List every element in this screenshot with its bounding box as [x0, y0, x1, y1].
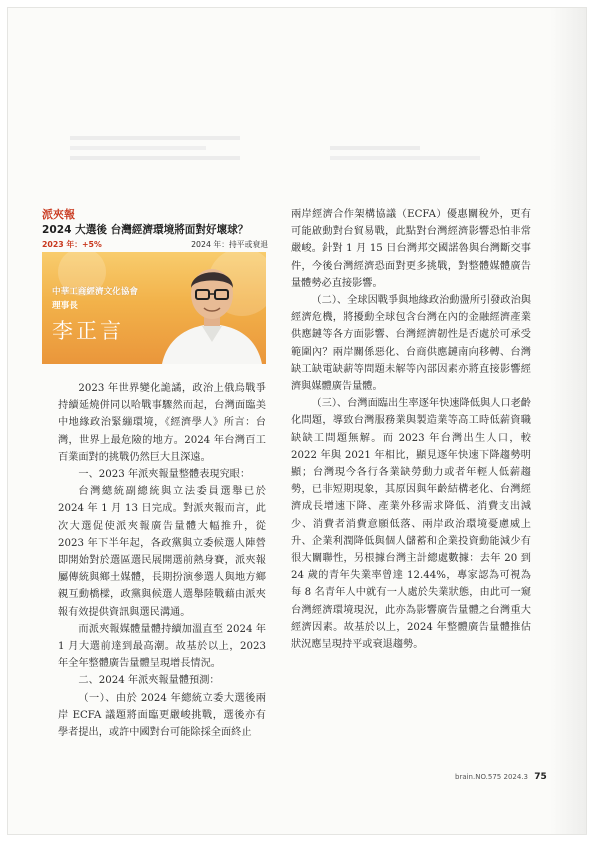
paragraph: （一）、由於 2024 年總統立委大選後兩岸 ECFA 議題將面臨更嚴峻挑戰，選後亦有學者提出，或許中國對台可能除採全面終止 — [58, 692, 266, 739]
author-role: 理事長 — [52, 301, 78, 311]
article-right-column — [291, 206, 531, 653]
article-left-column — [58, 380, 266, 741]
forecast-2024: 2024 年：持平或衰退 — [191, 240, 268, 249]
forecast-2023: 2023 年：+5% — [42, 240, 102, 249]
paragraph: 台灣總統副總統與立法委員選舉已於 2024 年 1 月 13 日完成。對派夾報而言，此次大選促使派夾報廣告量體大幅推升，從 2023 年下半年起，各政黨與立委候選人陣營即開始對於選區選民展開選前熱身賽，派夾報屬傳統與鄉土媒體，長期扮演參選人與地方鄉親互動橋樑，政黨與候選人選舉陸戰藉由派夾報有效提供資訊與選民溝通。 — [58, 486, 266, 618]
paragraph: （二）、全球因戰爭與地緣政治動盪所引發政治與經濟危機，將擾動全球包含台灣在內的金融經濟產業供應鏈等各方面影響、台灣經濟韌性是否處於可承受範圍內？兩岸關係惡化、台商供應鏈南向移轉、台灣缺工缺電缺薪等問題未解等內部因素亦將直接影響經濟與媒體廣告量體。 — [291, 295, 531, 393]
next-page-edge — [550, 8, 586, 834]
author-name: 李正言 — [52, 319, 124, 343]
paragraph: 而派夾報媒體量體持續加溫直至 2024 年 1 月大選前達到最高潮。故基於以上，2023 年全年整體廣告量體呈現增長情況。 — [58, 623, 266, 670]
page-footer — [455, 772, 547, 782]
page-number: 75 — [534, 772, 547, 782]
issue-label: brain.NO.575 2024.3 — [455, 773, 528, 781]
section-heading: 二、2024 年派夾報量體預測： — [78, 675, 220, 687]
section-kicker: 派夾報 — [42, 208, 75, 221]
article-headline: 2024 大選後 台灣經濟環境將面對好壞球？ — [42, 224, 249, 236]
forecast-line — [42, 239, 268, 250]
author-photo-banner — [42, 252, 266, 364]
section-heading: 一、2023 年派夾報量整體表現究眼： — [78, 469, 251, 481]
paragraph: 2023 年世界變化詭譎，政治上俄烏戰爭持續延燒併同以哈戰事驟然而起，台灣面臨美中地緣政治緊繃環境，《經濟學人》所言：台灣，世界上最危險的地方。2024 年台灣百工百業面對的挑戰仍然巨大且深遠。 — [58, 383, 266, 463]
show-through-text — [70, 130, 240, 190]
author-organization: 中華工商經濟文化協會 — [52, 287, 138, 297]
show-through-text-right — [330, 140, 480, 190]
paragraph: （三）、台灣面臨出生率逐年快速降低與人口老齡化問題，導致台灣服務業與製造業等高工時低薪資職缺缺工問題無解。而 2023 年台灣出生人口，較 2022 年與 2021 年相比，顯見逐年快速下降趨勢明顯；台灣現今各行各業缺勞動力或者年輕人低薪趨勢，已非短期現象，其原因與年齡結構老化、台灣經濟成長增速下降、產業外移需求降低、消費支出減少、消費者消費意願低落、兩岸政治環境憂慮威上升、企業利潤降低與個人儲蓄和企業投資動能減少有很大關聯性，另根據台灣主計總處數據：去年 20 到 24 歲的青年失業率曾達 12.44%，專家認為可視為每 8 名青年人中就有一人處於失業狀態，由此可一窺台灣經濟環境現況，此亦為影響廣告量體之台灣重大經濟因素。故基於以上，2024 年整體廣告量體推估狀況應呈現持平或衰退趨勢。 — [291, 398, 531, 651]
paragraph: 兩岸經濟合作架構協議（ECFA）優惠關稅外，更有可能啟動對台貿易戰，此點對台灣經濟影響恐怕非常嚴峻。針對 1 月 15 日台灣邦交國諾魯與台灣斷交事件，今後台灣經濟恐面對更多挑戰，對整體媒體廣告量體勢必直接影響。 — [291, 209, 531, 289]
article-header — [42, 208, 268, 250]
